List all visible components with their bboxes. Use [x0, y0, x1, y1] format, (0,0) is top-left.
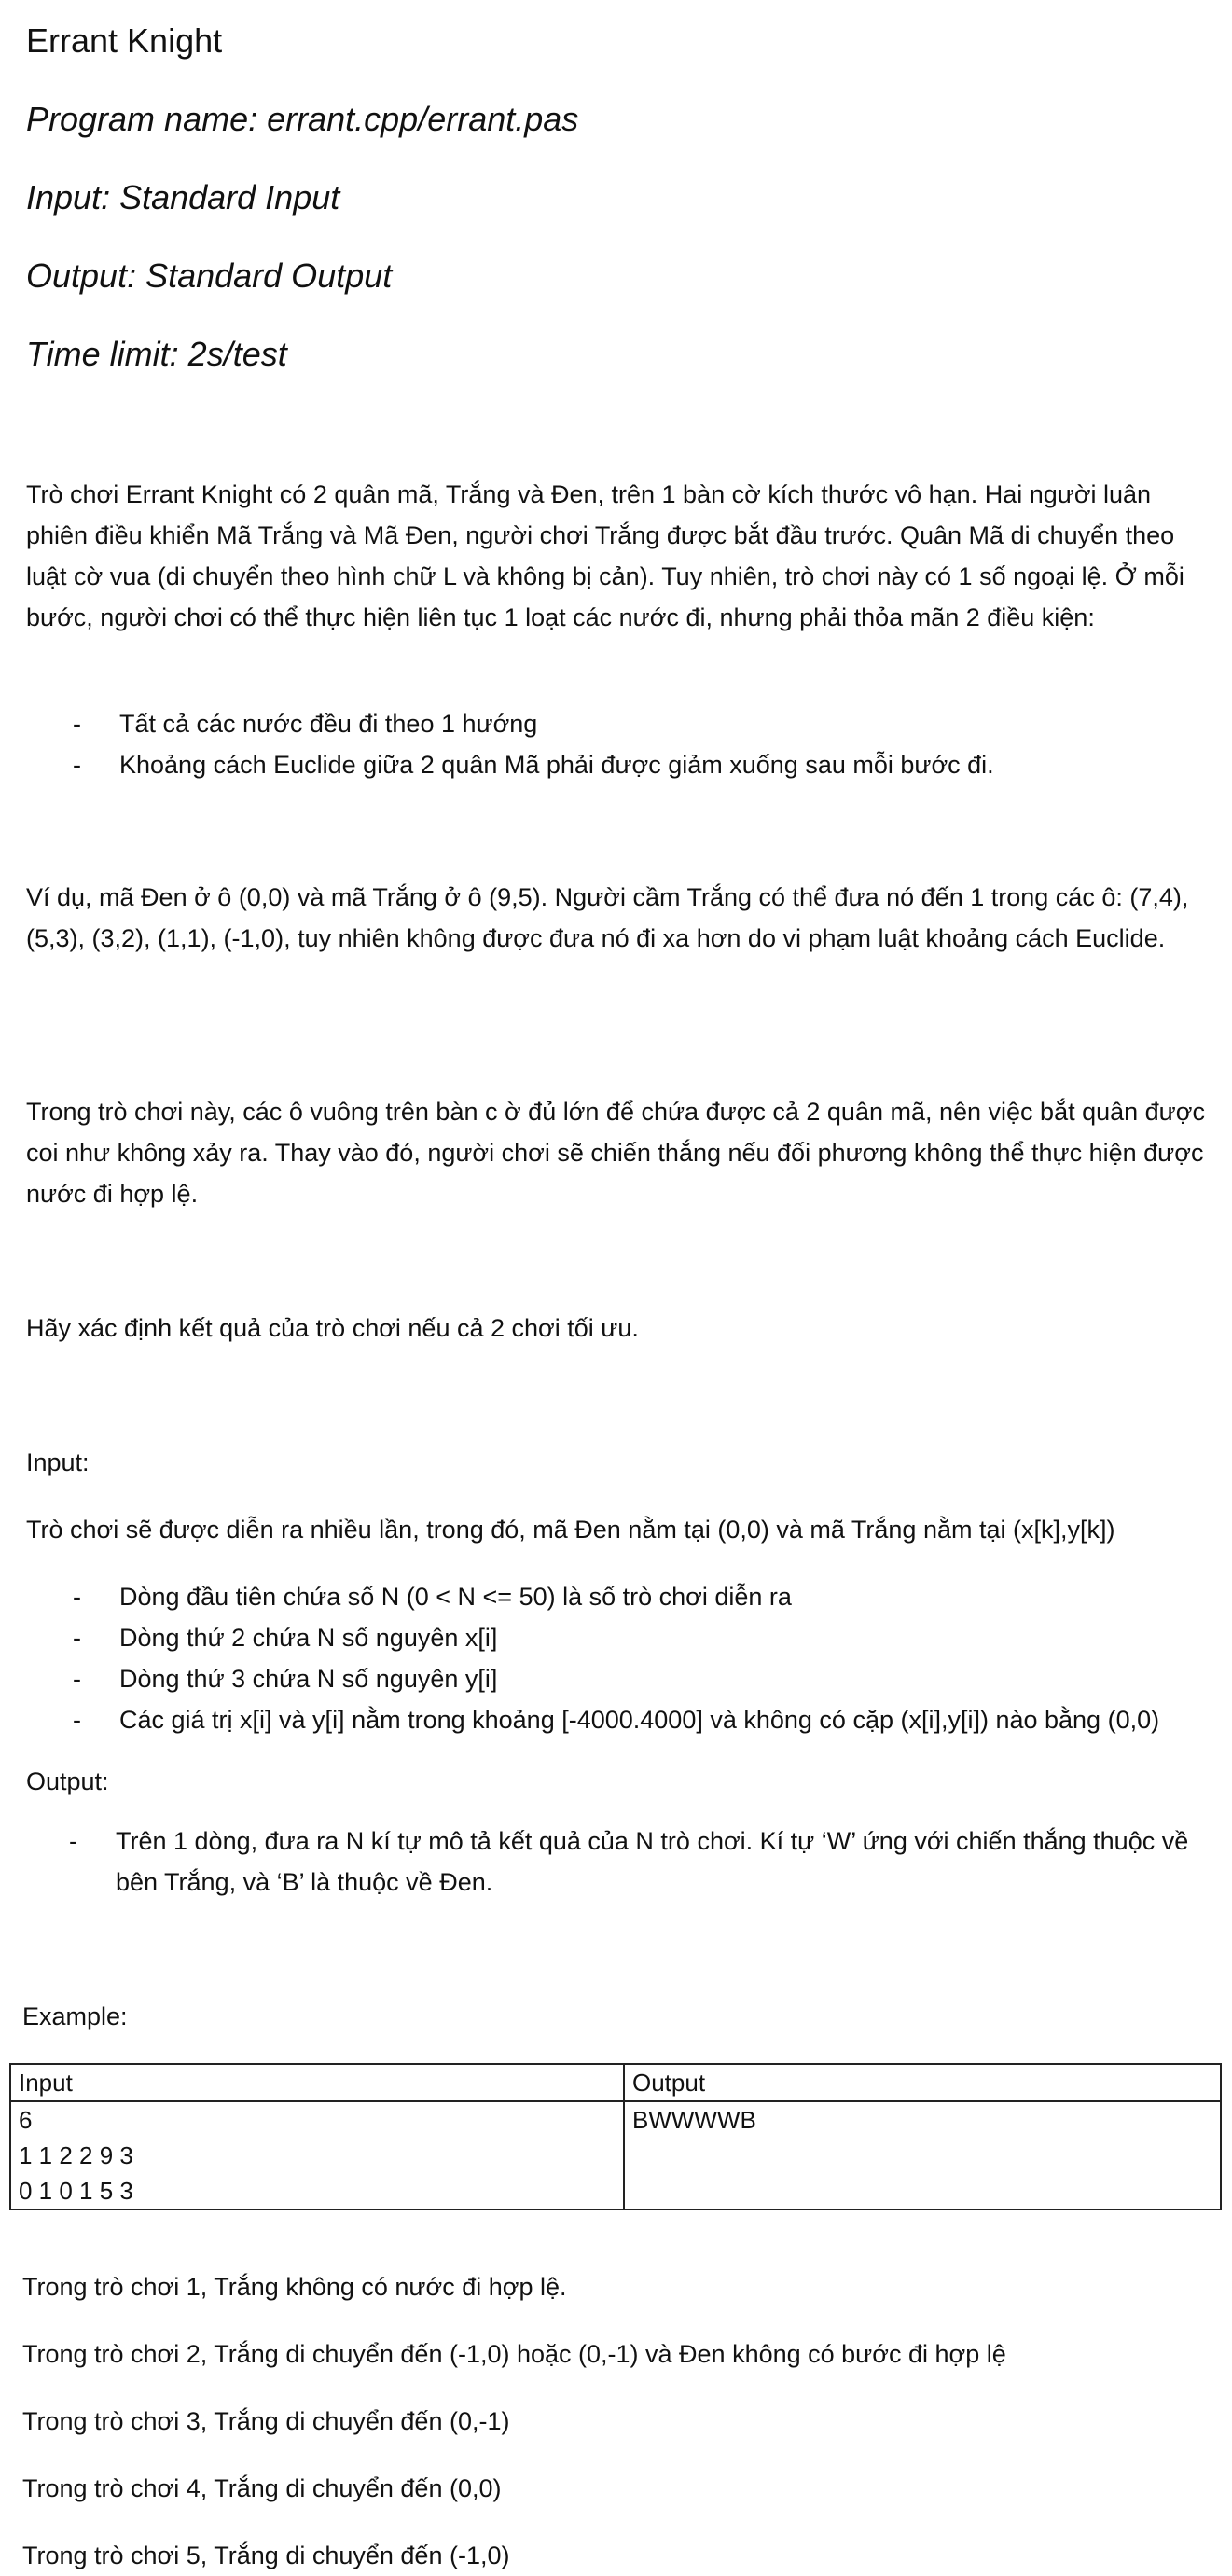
- rule-text: Khoảng cách Euclide giữa 2 quân Mã phải được giảm xuống sau mỗi bước đi.: [119, 751, 994, 779]
- program-name: Program name: errant.cpp/errant.pas: [26, 100, 579, 138]
- output-item-text: Trên 1 dòng, đưa ra N kí tự mô tả kết quả của N trò chơi. Kí tự ‘W’ ứng với chiến thắng thuộc về bên Trắng, và ‘B’ là thuộc về Đen.: [116, 1827, 1189, 1896]
- capture-paragraph: Trong trò chơi này, các ô vuông trên bàn c ờ đủ lớn để chứa được cả 2 quân mã, nên việc bắt quân được coi như không xảy ra. Thay vào đó, người chơi sẽ chiến thắng nếu đối phương không thể thực hiện được nước đi hợp lệ.: [26, 1098, 1205, 1208]
- input-description: Trò chơi sẽ được diễn ra nhiều lần, trong đó, mã Đen nằm tại (0,0) và mã Trắng nằm tại (x[k],y[k]): [26, 1516, 1115, 1544]
- problem-title: Errant Knight: [26, 21, 223, 60]
- example-table: [9, 2063, 1222, 2210]
- input-line: 1 1 2 2 9 3: [19, 2141, 133, 2169]
- bullet-dash: -: [69, 1827, 77, 1855]
- output-item: [26, 1821, 1229, 1903]
- output-line: BWWWWB: [632, 2106, 756, 2134]
- input-line: 0 1 0 1 5 3: [19, 2177, 133, 2205]
- input-item-text: Dòng thứ 2 chứa N số nguyên x[i]: [119, 1624, 498, 1652]
- bullet-dash: -: [73, 1706, 81, 1734]
- table-header-input: Input: [10, 2064, 624, 2101]
- input-item-text: Dòng đầu tiên chứa số N (0 < N <= 50) là số trò chơi diễn ra: [119, 1583, 792, 1611]
- table-row: [10, 2101, 1221, 2209]
- explanation-line: Trong trò chơi 4, Trắng di chuyển đến (0,0): [22, 2474, 502, 2502]
- rule-text: Tất cả các nước đều đi theo 1 hướng: [119, 710, 538, 738]
- input-heading: Input:: [26, 1448, 90, 1476]
- input-item-text: Các giá trị x[i] và y[i] nằm trong khoảng [-4000.4000] và không có cặp (x[i],y[i]) nào bằng (0,0): [119, 1706, 1160, 1734]
- table-header-output: Output: [624, 2064, 1221, 2101]
- table-cell-output: [624, 2101, 1221, 2209]
- bullet-dash: -: [73, 1583, 81, 1611]
- table-cell-input: [10, 2101, 624, 2209]
- bullet-dash: -: [73, 1665, 81, 1693]
- example-paragraph: Ví dụ, mã Đen ở ô (0,0) và mã Trắng ở ô (9,5). Người cầm Trắng có thể đưa nó đến 1 trong các ô: (7,4), (5,3), (3,2), (1,1), (-1,0), tuy nhiên không được đưa nó đi xa hơn do vi phạm luật khoảng cách Euclide.: [26, 883, 1189, 952]
- explanation-line: Trong trò chơi 1, Trắng không có nước đi hợp lệ.: [22, 2273, 567, 2301]
- task-paragraph: Hãy xác định kết quả của trò chơi nếu cả 2 chơi tối ưu.: [26, 1314, 639, 1342]
- explanation-line: Trong trò chơi 2, Trắng di chuyển đến (-1,0) hoặc (0,-1) và Đen không có bước đi hợp lệ: [22, 2340, 1006, 2368]
- input-spec: Input: Standard Input: [26, 178, 340, 216]
- explanation-line: Trong trò chơi 3, Trắng di chuyển đến (0,-1): [22, 2407, 510, 2435]
- input-line: 6: [19, 2106, 33, 2134]
- intro-paragraph: Trò chơi Errant Knight có 2 quân mã, Trắng và Đen, trên 1 bàn cờ kích thước vô hạn. Hai người luân phiên điều khiển Mã Trắng và Mã Đen, người chơi Trắng được bắt đầu trước. Quân Mã di chuyển theo luật cờ vua (di chuyển theo hình chữ L và không bị cản). Tuy nhiên, trò chơi này có 1 số ngoại lệ. Ở mỗi bước, người chơi có thể thực hiện liên tục 1 loạt các nước đi, nhưng phải thỏa mãn 2 điều kiện:: [26, 480, 1184, 631]
- example-heading: Example:: [22, 2002, 128, 2030]
- bullet-dash: -: [73, 710, 81, 738]
- table-header-row: [10, 2064, 1221, 2101]
- input-item-text: Dòng thứ 3 chứa N số nguyên y[i]: [119, 1665, 498, 1693]
- output-heading: Output:: [26, 1767, 109, 1795]
- time-limit: Time limit: 2s/test: [26, 335, 287, 373]
- bullet-dash: -: [73, 1624, 81, 1652]
- bullet-dash: -: [73, 751, 81, 779]
- output-spec: Output: Standard Output: [26, 256, 393, 295]
- explanation-line: Trong trò chơi 5, Trắng di chuyển đến (-1,0): [22, 2541, 510, 2569]
